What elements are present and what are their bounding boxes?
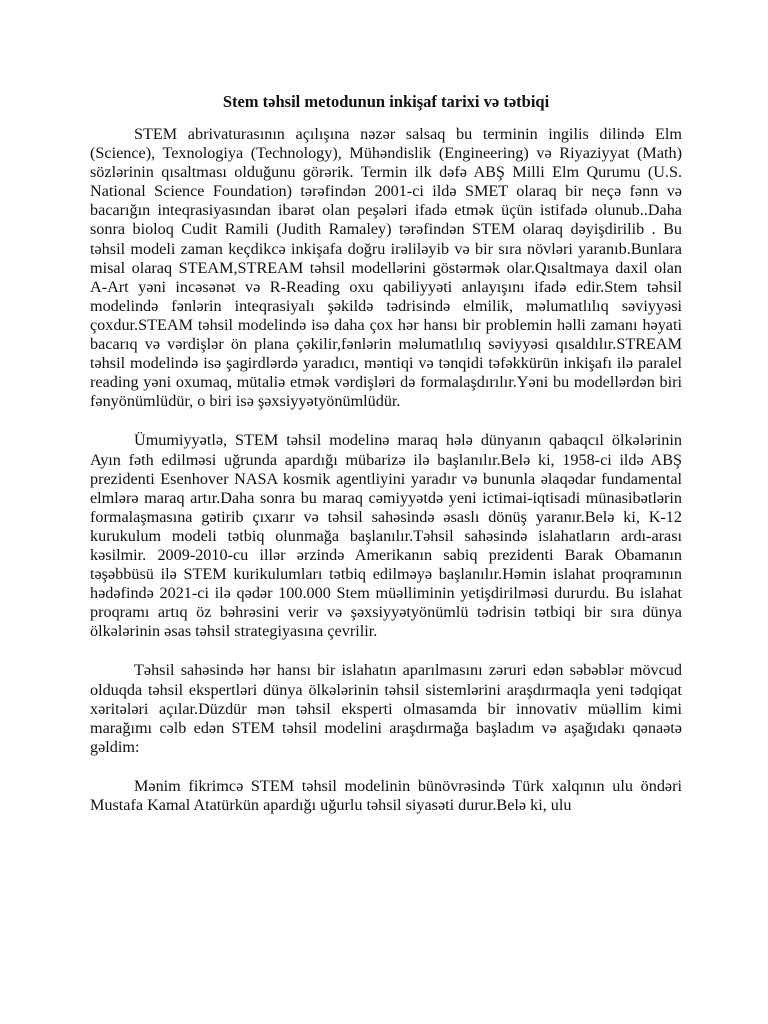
paragraph: Ümumiyyətlə, STEM təhsil modelinə maraq hələ dünyanın qabaqcıl ölkələrinin Ayın fəth edilməsi uğrunda apardığı mübarizə ilə başlanılır.Belə ki, 1958-ci ildə ABŞ prezidenti Esenhover NASA kosmik agentliyini yaradır və bununla əlaqədar fundamental elmlərə maraq artır.Daha sonra bu maraq cəmiyyətdə yeni ictimai-iqtisadi münasibətlərin formalaşmasına gətirib çıxarır və təhsil sahəsində əsaslı dönüş yaranır.Belə ki, K-12 kurukulum modeli tətbiq olunmağa başlanılır.Təhsil sahəsində islahatların ardı-arası kəsilmir. 2009-2010-cu illər ərzində Amerikanın sabiq prezidenti Barak Obamanın təşəbbüsü ilə STEM kurikulumları tətbiq edilməyə başlanılır.Həmin islahat proqramının hədəfində 2021-ci ilə qədər 100.000 Stem müəlliminin yetişdirilməsi dururdu. Bu islahat proqramı artıq öz bəhrəsini verir və şəxsiyyətyönümlü tədrisin tətbiqi bir sıra dünya ölkələrinin əsas təhsil strategiyasına çevrilir. (90, 431, 682, 641)
paragraph: Mənim fikrimcə STEM təhsil modelinin bünövrəsində Türk xalqının ulu öndəri Mustafa Kamal Atatürkün apardığı uğurlu təhsil siyasəti durur.Belə ki, ulu (90, 776, 682, 814)
paragraph: Təhsil sahəsində hər hansı bir islahatın aparılmasını zəruri edən səbəblər mövcud olduqda təhsil ekspertləri dünya ölkələrinin təhsil sistemlərini araşdırmaqla yeni tədqiqat xəritələri açılar.Düzdür mən təhsil eksperti olmasamda bir innovativ müəllim kimi marağımı cəlb edən STEM təhsil modelini araşdırmağa başladım və aşağıdakı qənaətə gəldim: (90, 661, 682, 756)
paragraph: STEM abrivaturasının açılışına nəzər salsaq bu terminin ingilis dilində Elm (Science), Texnologiya (Technology), Mühəndislik (Engineering) və Riyaziyyat (Math) sözlərinin qısaltması olduğunu görərik. Termin ilk dəfə ABŞ Milli Elm Qurumu (U.S. National Science Foundation) tərəfindən 2001-ci ildə SMET olaraq bir neçə fənn və bacarığın inteqrasiyasından ibarət olan peşələri ifadə etmək üçün istifadə olunub..Daha sonra bioloq Cudit Ramili (Judith Ramaley) tərəfindən STEM olaraq dəyişdirilib . Bu təhsil modeli zaman keçdikcə inkişafa doğru irəliləyib və bir sıra növləri yaranıb.Bunlara misal olaraq STEAM,STREAM təhsil modellərini göstərmək olar.Qısaltmaya daxil olan A-Art yəni incəsənət və R-Reading oxu qabiliyyəti anlayışını ifadə edir.Stem təhsil modelində fənlərin inteqrasiyalı şəkildə tədrisində elmilik, məlumatlılıq səviyyəsi çoxdur.STEAM təhsil modelində isə daha çox hər hansı bir problemin həlli zamanı həyati bacarıq və vərdişlər ön plana çəkilir,fənlərin məlumatlılıq səviyyəsi qısaldılır.STREAM təhsil modelində isə şagirdlərdə yaradıcı, məntiqi və tənqidi təfəkkürün inkişafı ilə paralel reading yəni oxumaq, mütaliə etmək vərdişləri də formalaşdırılır.Yəni bu modellərdən biri fənyönümlüdür, o biri isə şəxsiyyətyönümlüdür. (90, 125, 682, 411)
document-body (90, 92, 682, 835)
document-title: Stem təhsil metodunun inkişaf tarixi və tətbiqi (222, 92, 550, 111)
